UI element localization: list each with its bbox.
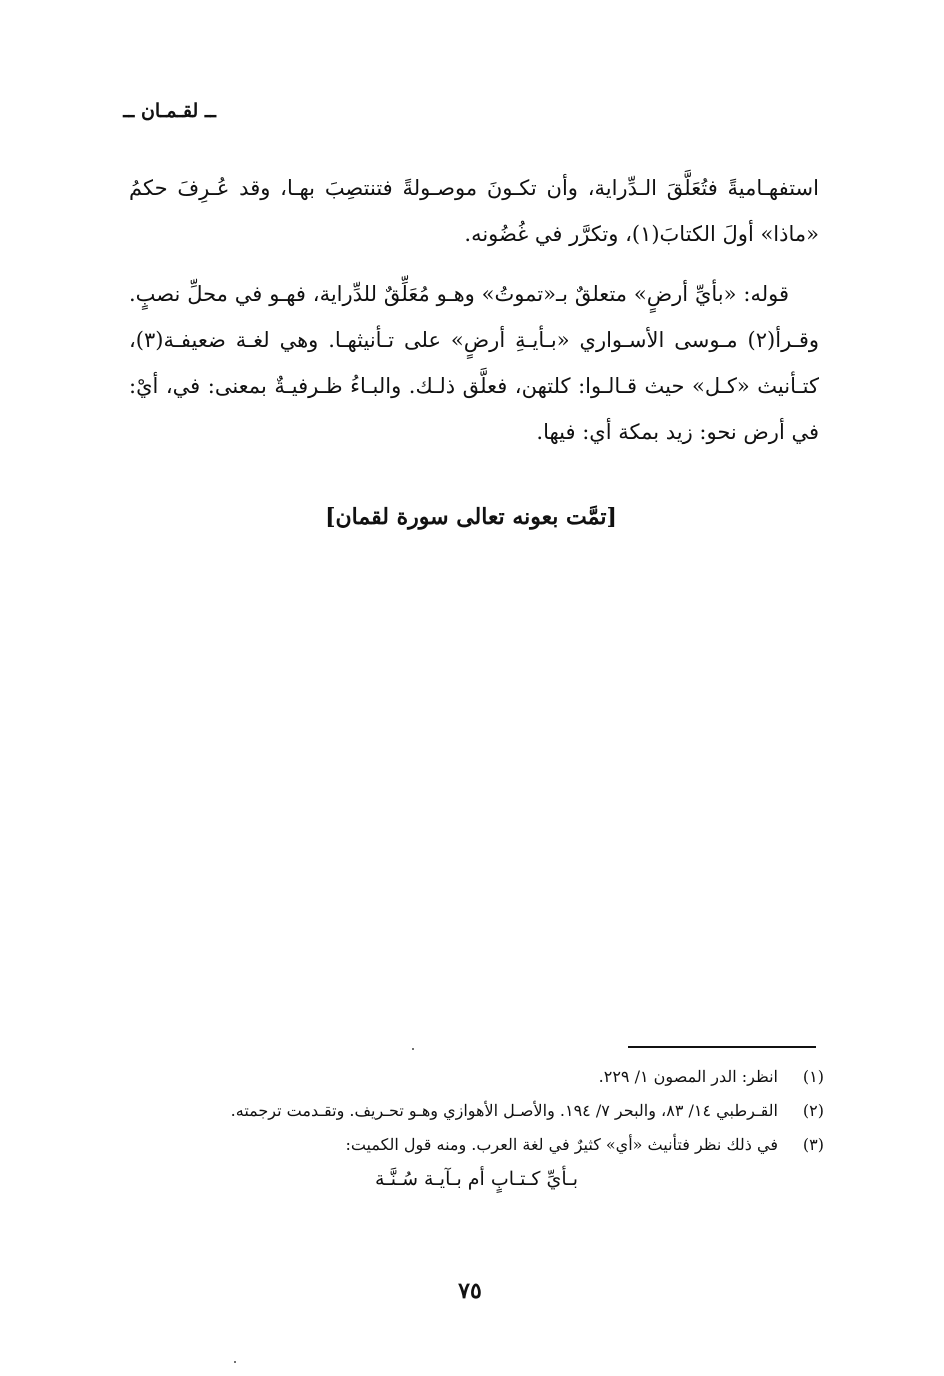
footnote-number: (٢)	[802, 1101, 824, 1120]
footnote-text: القـرطبي ١٤/ ٨٣، والبحر ٧/ ١٩٤. والأصـل الأهوازي وهـو تحـريف. وتقـدمت ترجمته.	[230, 1101, 778, 1120]
main-text	[129, 165, 819, 455]
closing-text: [تمَّت بعونه تعالى سورة لقمان]	[325, 504, 617, 530]
footnote-number: (١)	[802, 1067, 824, 1086]
footnote-1	[124, 1060, 824, 1094]
footnotes	[124, 1060, 824, 1196]
page-number	[0, 1278, 944, 1304]
footnote-separator	[628, 1046, 816, 1048]
paragraph-2: قوله: «بأيِّ أرضٍ» متعلقٌ بـ«تموتُ» وهـو مُعَلِّقٌ للدِّراية، فهـو في محلِّ نصبٍ. وقـرأ(٢) مـوسى الأسـواري «بـأيـةِ أرضٍ» على تـأنيثهـا. وهي لغـة ضعيفـة(٣)، كتـأنيث «كـل» حيث قـالـوا: كلتهن، فعلَّق ذلـك. والبـاءُ ظـرفيـةٌ بمعنى: في، أيْ: في أرض نحو: زيد بمكة أي: فيها.	[129, 282, 819, 444]
surah-closing-line	[0, 504, 944, 530]
footnote-number: (٣)	[802, 1135, 824, 1154]
footnote-verse: بـأيِّ كـتـابٍ أم بـآيـة سُـنَّـة	[375, 1168, 578, 1190]
footnote-3	[124, 1128, 824, 1162]
page-number-text: ٧٥	[458, 1278, 482, 1304]
footnote-text: انظر: الدر المصون ١/ ٢٢٩.	[598, 1067, 778, 1086]
scan-speck	[412, 1048, 414, 1050]
paragraph-1: استفهـاميةً فتُعَلَّقَ الـدِّراية، وأن تكـونَ موصـولةً فتنتصِبَ بهـا، وقد عُـرِفَ حكمُ «ماذا» أولَ الكتابَ(١)، وتكرَّر في غُضُونه.	[129, 176, 819, 246]
scan-speck	[234, 1361, 236, 1363]
footnote-2	[124, 1094, 824, 1128]
running-header: ــ لقـمـان ــ	[123, 100, 216, 122]
footnote-text: في ذلك نظر فتأنيث «أي» كثيرٌ في لغة العرب. ومنه قول الكميت:	[345, 1135, 778, 1154]
